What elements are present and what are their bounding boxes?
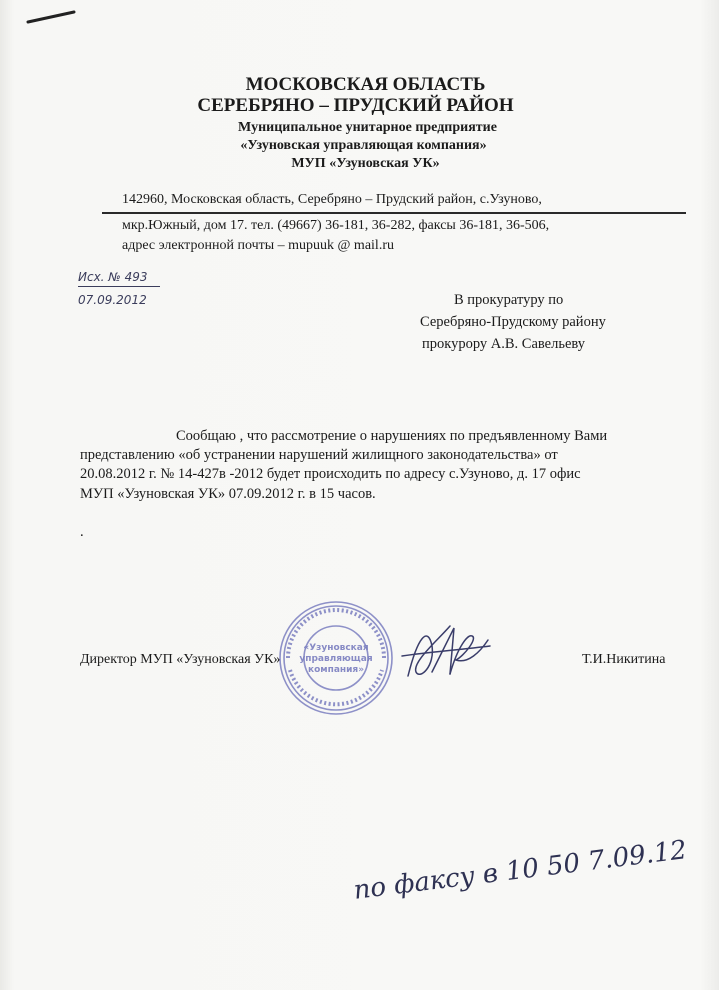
stamp-text-1: «Узуновская xyxy=(303,643,369,653)
handwritten-note-text: по факсу в 10 50 7.09.12 xyxy=(352,835,689,906)
stamp-text-2: управляющая xyxy=(299,654,373,664)
registration-date: 07.09.2012 xyxy=(78,293,147,307)
handwritten-note xyxy=(352,835,688,906)
recipient-line-3: прокурору А.В. Савельеву xyxy=(422,336,585,352)
header-org-name: «Узуновская управляющая компания» xyxy=(240,138,487,153)
header-district: СЕРЕБРЯНО – ПРУДСКИЙ РАЙОН xyxy=(197,95,514,116)
round-seal-stamp xyxy=(276,598,396,718)
recipient-line-2: Серебряно-Прудскому району xyxy=(420,314,606,330)
signature-position: Директор МУП «Узуновская УК» xyxy=(80,652,281,667)
stamp-text-3: компания» xyxy=(307,665,365,675)
body-dot: . xyxy=(80,524,84,540)
header-org-type: Муниципальное унитарное предприятие xyxy=(238,120,497,135)
body-line-1: Сообщаю , что рассмотрение о нарушениях по предъявленному Вами xyxy=(176,428,608,444)
contacts-line-1: 142960, Московская область, Серебряно – Прудский район, с.Узуново, xyxy=(122,192,542,207)
header-divider xyxy=(102,212,686,214)
body-line-4: МУП «Узуновская УК» 07.09.2012 г. в 15 часов. xyxy=(80,486,376,502)
header-region: МОСКОВСКАЯ ОБЛАСТЬ xyxy=(245,74,486,95)
recipient-line-1: В прокуратуру по xyxy=(454,292,564,308)
contacts-line-2: мкр.Южный, дом 17. тел. (49667) 36-181, 36-282, факсы 36-181, 36-506, xyxy=(122,218,550,233)
registration-stamp xyxy=(78,270,178,307)
registration-number: Исх. № 493 xyxy=(78,270,160,287)
corner-pen-mark xyxy=(26,6,86,26)
signature-name: Т.И.Никитина xyxy=(582,652,666,667)
handwritten-signature xyxy=(398,616,494,688)
header-org-short: МУП «Узуновская УК» xyxy=(291,156,440,171)
body-line-2: представлению «об устранении нарушений жилищного законодательства» от xyxy=(80,447,558,463)
contacts-line-3: адрес электронной почты – mupuuk @ mail.ru xyxy=(122,238,394,253)
body-line-3: 20.08.2012 г. № 14-427в -2012 будет происходить по адресу с.Узуново, д. 17 офис xyxy=(80,466,581,482)
